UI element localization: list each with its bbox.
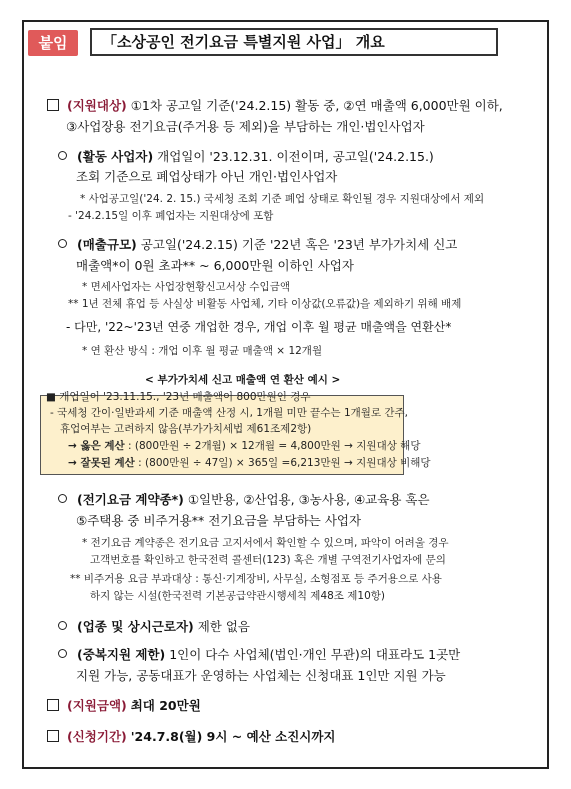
contract-note-2b: 하지 않는 시설(한국전력 기본공급약관시행세칙 제48조 제10항) bbox=[90, 590, 386, 602]
bullet-circle-icon bbox=[58, 151, 67, 160]
bullet-circle-icon bbox=[58, 649, 67, 658]
contract-note-2: ** 비주거용 요금 부과대상 : 통신·기계장비, 사무실, 소형점포 등 주거용으로 사용 bbox=[70, 573, 442, 585]
bullet-circle-icon bbox=[58, 621, 67, 630]
example-line-1: ■ 개업일이 '23.11.15., '23년 매출액이 800만원인 경우 bbox=[46, 391, 311, 403]
duplicate-line-2: 지원 가능, 공동대표가 운영하는 사업체는 신청대표 1인만 지원 가능 bbox=[76, 668, 446, 683]
item-industry: (업종 및 상시근로자) 제한 없음 bbox=[58, 617, 250, 637]
contract-line-2: ⑤주택용 중 비주거용** 전기요금을 부담하는 사업자 bbox=[76, 513, 362, 528]
contract-note-1: * 전기요금 계약종은 전기요금 고지서에서 확인할 수 있으며, 파악이 어려울 경우 bbox=[82, 537, 449, 549]
example-line-2: - 국세청 간이·일반과세 기준 매출액 산정 시, 1개월 미만 끝수는 1개월로 간주, bbox=[50, 407, 409, 419]
sales-note-3: * 연 환산 방식 : 개업 이후 월 평균 매출액 × 12개월 bbox=[82, 345, 323, 357]
active-note-2: - '24.2.15일 이후 폐업자는 지원대상에 포함 bbox=[68, 210, 274, 222]
item-duplicate-limit: (중복지원 제한) 1인이 다수 사업체(법인·개인 무관)의 대표라도 1곳만 bbox=[58, 645, 460, 665]
sales-dash: - 다만, '22~'23년 연중 개업한 경우, 개업 이후 월 평균 매출액을 연환산* bbox=[66, 320, 452, 334]
checkbox-square-icon bbox=[47, 730, 59, 742]
page-title: 「소상공인 전기요금 특별지원 사업」 개요 bbox=[90, 28, 498, 56]
checkbox-square-icon bbox=[47, 699, 59, 711]
bullet-circle-icon bbox=[58, 239, 67, 248]
example-line-3: 휴업여부는 고려하지 않음(부가가치세법 제61조제2항) bbox=[60, 423, 312, 435]
item-contract-type: (전기요금 계약종*) ①일반용, ②산업용, ③농사용, ④교육용 혹은 bbox=[58, 490, 430, 510]
sales-note-2: ** 1년 전체 휴업 등 사실상 비활동 사업체, 기타 이상값(오류값)을 제외하기 위해 배제 bbox=[68, 298, 462, 310]
sales-line-2: 매출액*이 0원 초과** ~ 6,000만원 이하인 사업자 bbox=[76, 258, 354, 273]
active-line-2: 조회 기준으로 폐업상태가 아닌 개인·법인사업자 bbox=[76, 169, 338, 184]
contract-note-1b: 고객번호를 확인하고 한국전력 콜센터(123) 혹은 개별 구역전기사업자에 문의 bbox=[90, 554, 446, 566]
item-sales-scale: (매출규모) 공고일('24.2.15) 기준 '22년 혹은 '23년 부가가치세 신고 bbox=[58, 235, 457, 255]
sales-note-1: * 면세사업자는 사업장현황신고서상 수입금액 bbox=[82, 281, 290, 293]
bullet-circle-icon bbox=[58, 494, 67, 503]
example-line-4: → 옳은 계산 : (800만원 ÷ 2개월) × 12개월 = 4,800만원 → 지원대상 해당 bbox=[68, 440, 421, 452]
example-line-5: → 잘못된 계산 : (800만원 ÷ 47일) × 365일 =6,213만원 → 지원대상 비해당 bbox=[68, 457, 431, 469]
target-line-2: ③사업장용 전기요금(주거용 등 제외)을 부담하는 개인·법인사업자 bbox=[66, 119, 425, 134]
active-note-1: * 사업공고일('24. 2. 15.) 국세청 조회 기준 폐업 상태로 확인될 경우 지원대상에서 제외 bbox=[80, 193, 485, 205]
target-line-1: ①1차 공고일 기준('24.2.15) 활동 중, ②연 매출액 6,000만원 이하, bbox=[130, 98, 503, 113]
example-heading: < 부가가치세 신고 매출액 연 환산 예시 > bbox=[145, 374, 341, 386]
section-period: (신청기간) '24.7.8(월) 9시 ~ 예산 소진시까지 bbox=[47, 727, 336, 747]
item-active-business: (활동 사업자) 개업일이 '23.12.31. 이전이며, 공고일('24.2.15.) bbox=[58, 147, 434, 167]
attachment-tag: 붙임 bbox=[28, 30, 78, 56]
section-target: (지원대상) ①1차 공고일 기준('24.2.15) 활동 중, ②연 매출액 6,000만원 이하, bbox=[47, 96, 503, 116]
section-amount: (지원금액) 최대 20만원 bbox=[47, 696, 201, 716]
checkbox-square-icon bbox=[47, 99, 59, 111]
